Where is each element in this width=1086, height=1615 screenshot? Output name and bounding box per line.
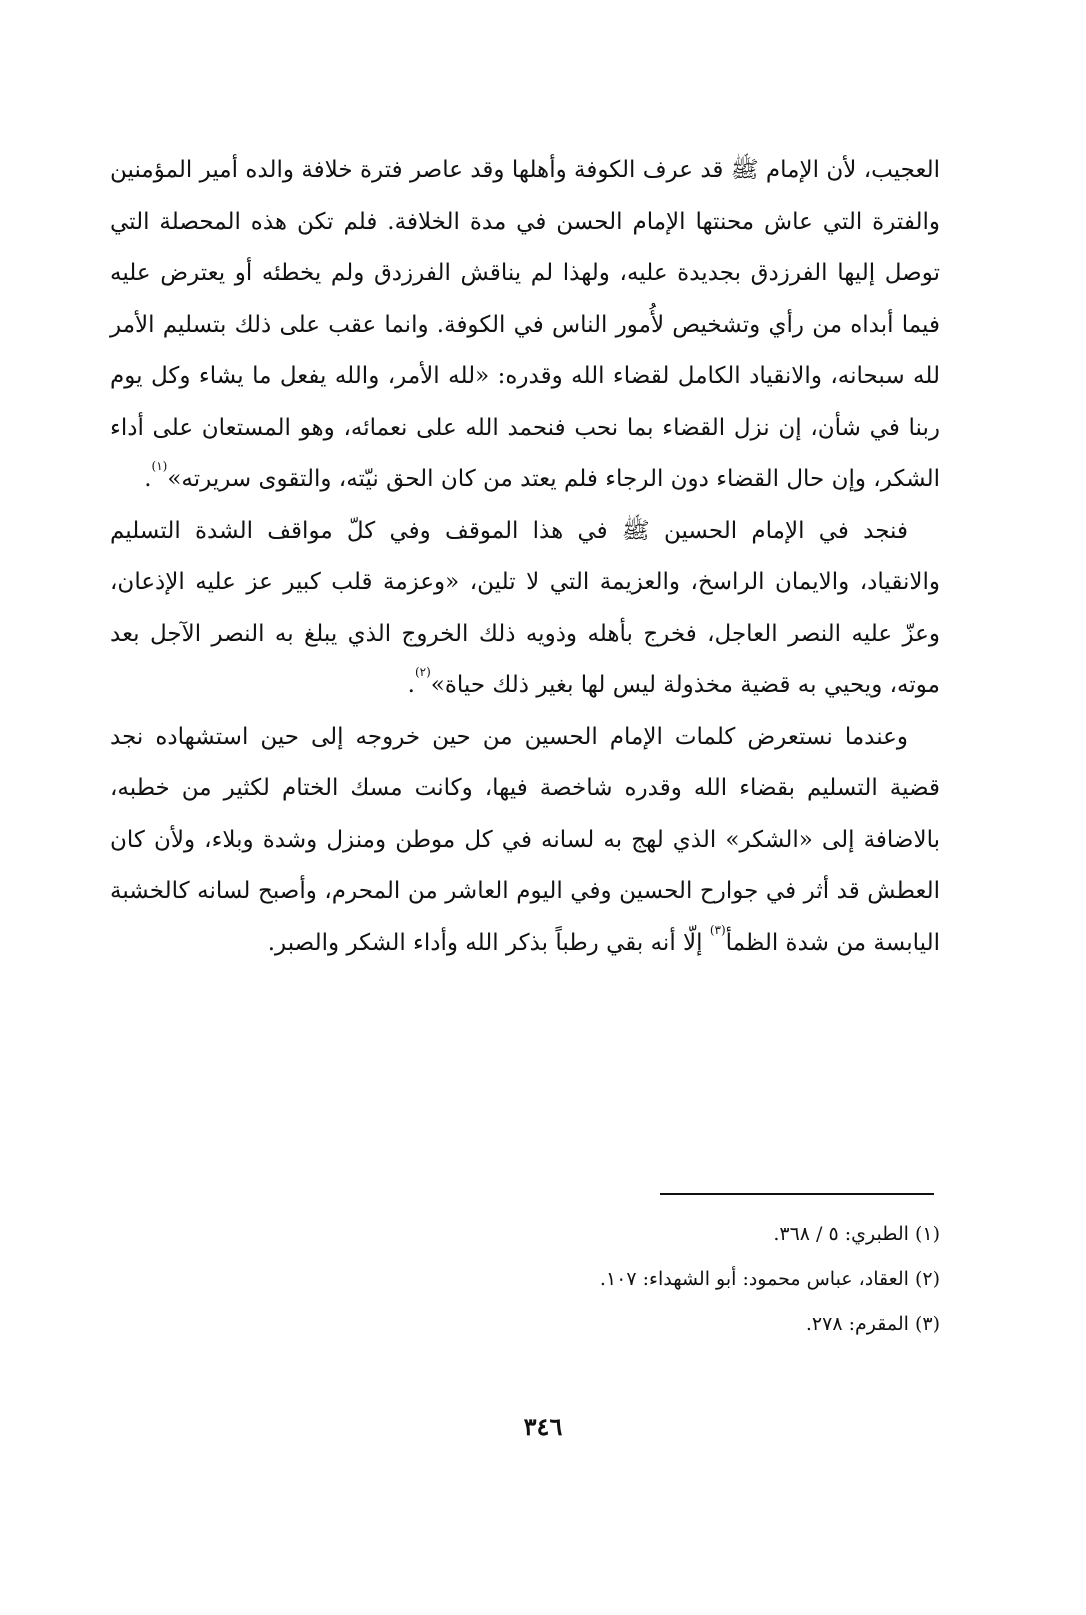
footnote-ref-1: (١) [151,459,168,473]
footnotes [110,1212,940,1347]
paragraph-3-text: وعندما نستعرض كلمات الإمام الحسين من حين خروجه إلى حين استشهاده نجد قضية التسليم بقضاء الله وقدره شاخصة فيها، وكانت مسك الختام لكثير من خطبه، بالاضافة إلى «الشكر» الذي لهج به لسانه في كل موطن ومنزل وشدة وبلاء، ولأن كان العطش قد أثر في جوارح الحسين وفي اليوم العاشر من المحرم، وأصبح لسانه كالخشبة اليابسة من شدة الظمأ [110,723,940,956]
footnote-1: (١) الطبري: ٥ / ٣٦٨. [773,1223,940,1245]
paragraph-1-end: . [144,466,152,492]
paragraph-1-text: العجيب، لأن الإمام ﷺ قد عرف الكوفة وأهلها وقد عاصر فترة خلافة والده أمير المؤمنين والفترة التي عاش محنتها الإمام الحسن في مدة الخلافة. فلم تكن هذه المحصلة التي توصل إليها الفرزدق بجديدة عليه، ولهذا لم يناقش الفرزدق ولم يخطئه أو يعترض عليه فيما أبداه من رأي وتشخيص لأُمور الناس في الكوفة. وانما عقب على ذلك بتسليم الأمر لله سبحانه، والانقياد الكامل لقضاء الله وقدره: «لله الأمر، والله يفعل ما يشاء وكل يوم ربنا في شأن، إن نزل القضاء بما نحب فنحمد الله على نعمائه، وهو المستعان على أداء الشكر، وإن حال القضاء دون الرجاء فلم يعتد من كان الحق نيّته، والتقوى سريرته» [110,157,940,492]
paragraph-2-end: . [407,672,415,698]
paragraph-1 [110,145,940,506]
main-text [110,145,940,969]
page-number: ٣٤٦ [523,1412,563,1441]
footnote-separator [660,1193,934,1195]
paragraph-2-text: فنجد في الإمام الحسين ﷺ في هذا الموقف وفي كلّ مواقف الشدة التسليم والانقياد، والايمان الراسخ، والعزيمة التي لا تلين، «وعزمة قلب كبير عز عليه الإذعان، وعزّ عليه النصر العاجل، فخرج بأهله وذويه ذلك الخروج الذي يبلغ به النصر الآجل بعد موته، ويحيي به قضية مخذولة ليس لها بغير ذلك حياة» [110,517,940,698]
paragraph-3 [110,712,940,970]
footnote-3: (٣) المقرم: ٢٧٨. [805,1313,940,1335]
footnote-ref-3: (٣) [709,922,726,937]
footnote-2: (٢) العقاد، عباس محمود: أبو الشهداء: ١٠٧. [599,1268,940,1290]
footnote-ref-2: (٢) [414,665,431,679]
paragraph-3-text-2: إلّا أنه بقي رطباً بذكر الله وأداء الشكر والصبر. [267,929,710,956]
paragraph-2 [110,506,940,712]
